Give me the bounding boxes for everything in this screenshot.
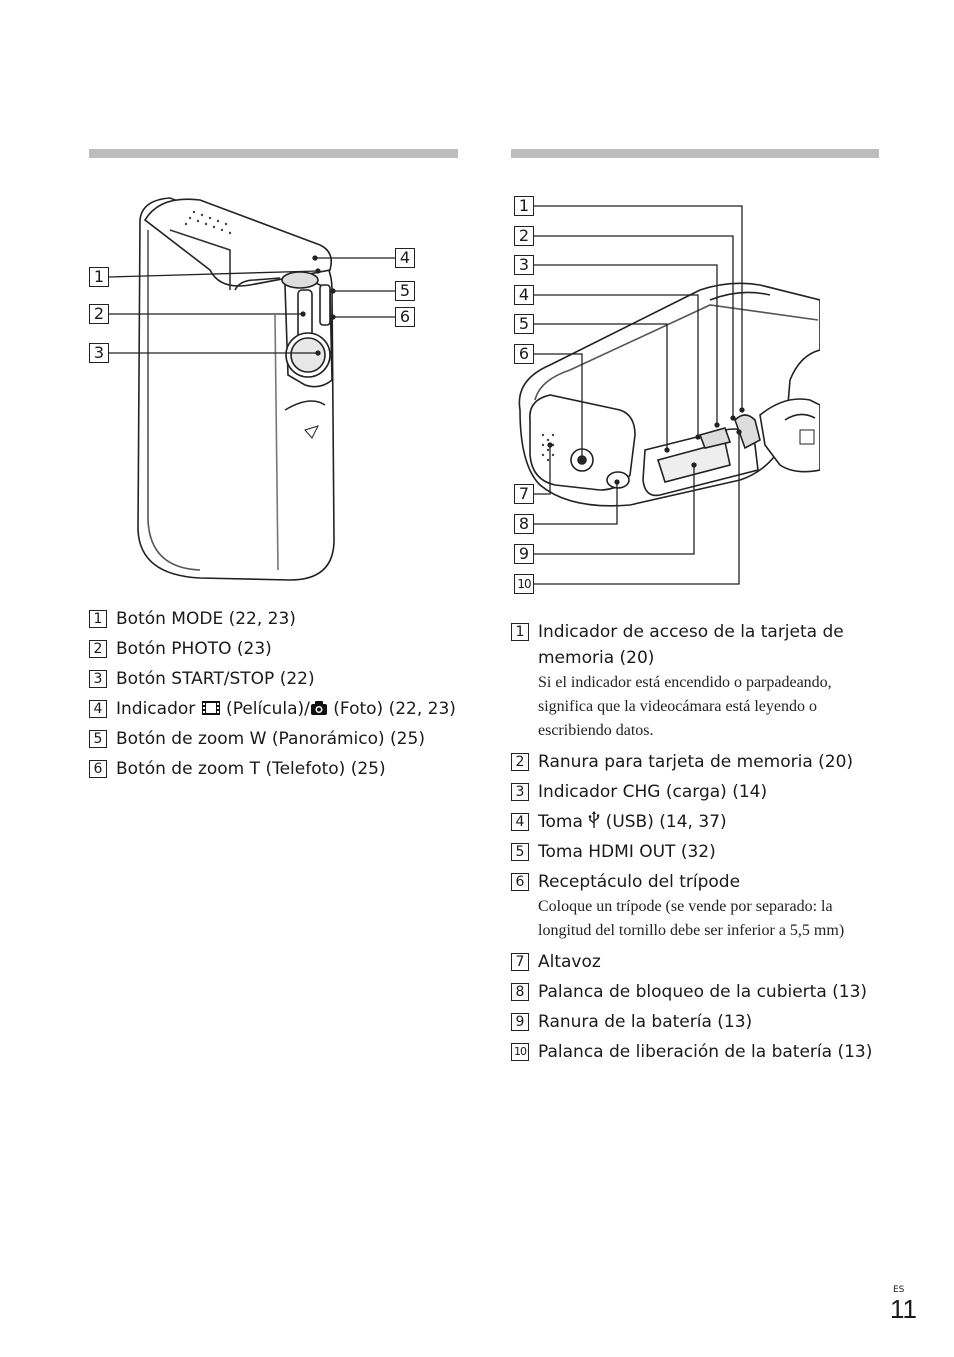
right-parts-list <box>511 619 881 1069</box>
item-label: Altavoz <box>538 952 601 972</box>
item-number: 6 <box>511 873 529 891</box>
right-callout-2: 2 <box>514 226 534 246</box>
item-number: 1 <box>511 623 529 641</box>
list-item <box>89 726 469 752</box>
item-label: Ranura de la batería (13) <box>538 1012 753 1032</box>
left-callout-2: 2 <box>89 304 109 324</box>
item-label: Ranura para tarjeta de memoria (20) <box>538 752 854 772</box>
item-label: Receptáculo del trípode <box>538 872 741 892</box>
right-leader-lines <box>0 0 954 600</box>
camera-icon <box>310 700 328 716</box>
right-callout-9: 9 <box>514 544 534 564</box>
item-label-post: (USB) (14, 37) <box>600 812 727 832</box>
left-callout-6: 6 <box>395 307 415 327</box>
item-number: 4 <box>511 813 529 831</box>
item-number: 3 <box>511 783 529 801</box>
item-number: 5 <box>89 730 107 748</box>
left-callout-5: 5 <box>395 281 415 301</box>
item-number: 9 <box>511 1013 529 1031</box>
item-label: Botón de zoom W (Panorámico) (25) <box>116 729 425 749</box>
item-label: Indicador de acceso de la tarjeta de memoria (20) <box>538 622 844 668</box>
item-label: Botón de zoom T (Telefoto) (25) <box>116 759 386 779</box>
list-item <box>89 606 469 632</box>
left-callout-3: 3 <box>89 343 109 363</box>
list-item <box>511 869 881 943</box>
list-item <box>89 756 469 782</box>
list-item <box>511 1039 881 1065</box>
list-item <box>511 779 881 805</box>
left-callout-1: 1 <box>89 267 109 287</box>
item-number: 7 <box>511 953 529 971</box>
item-number: 3 <box>89 670 107 688</box>
right-callout-3: 3 <box>514 255 534 275</box>
right-callout-10: 10 <box>514 574 534 594</box>
list-item <box>511 749 881 775</box>
item-label-pre: Indicador <box>116 699 201 719</box>
item-number: 1 <box>89 610 107 628</box>
item-number: 8 <box>511 983 529 1001</box>
list-item <box>511 619 881 743</box>
page-language: ES <box>893 1285 905 1295</box>
right-callout-1: 1 <box>514 196 534 216</box>
item-label: Botón MODE (22, 23) <box>116 609 296 629</box>
usb-icon <box>588 811 600 829</box>
item-description: Coloque un trípode (se vende por separado: la longitud del tornillo debe ser inferior a 5,5 mm) <box>538 898 845 939</box>
item-label: Palanca de bloqueo de la cubierta (13) <box>538 982 868 1002</box>
item-label: Palanca de liberación de la batería (13) <box>538 1042 873 1062</box>
item-label-post: (Foto) (22, 23) <box>327 699 456 719</box>
item-number: 2 <box>511 753 529 771</box>
item-label-mid: (Película)/ <box>220 699 310 719</box>
list-item <box>511 809 881 835</box>
left-callout-4: 4 <box>395 248 415 268</box>
item-label: Botón START/STOP (22) <box>116 669 315 689</box>
film-icon <box>201 700 221 716</box>
right-callout-4: 4 <box>514 285 534 305</box>
item-number: 4 <box>89 700 107 718</box>
item-label: Toma HDMI OUT (32) <box>538 842 716 862</box>
page-number: 11 <box>890 1294 917 1324</box>
item-label-pre: Toma <box>538 812 589 832</box>
item-number: 6 <box>89 760 107 778</box>
right-callout-5: 5 <box>514 314 534 334</box>
list-item <box>89 666 469 692</box>
left-parts-list <box>89 606 469 786</box>
list-item <box>511 979 881 1005</box>
list-item <box>511 839 881 865</box>
item-number: 2 <box>89 640 107 658</box>
right-callout-8: 8 <box>514 514 534 534</box>
list-item <box>511 949 881 975</box>
right-callout-6: 6 <box>514 344 534 364</box>
right-callout-7: 7 <box>514 484 534 504</box>
item-label: Indicador CHG (carga) (14) <box>538 782 768 802</box>
item-label: Botón PHOTO (23) <box>116 639 272 659</box>
list-item <box>511 1009 881 1035</box>
item-number: 10 <box>511 1043 529 1061</box>
list-item <box>89 696 469 722</box>
item-description: Si el indicador está encendido o parpadeando, significa que la videocámara está leyendo o escribiendo datos. <box>538 674 832 739</box>
item-number: 5 <box>511 843 529 861</box>
list-item <box>89 636 469 662</box>
